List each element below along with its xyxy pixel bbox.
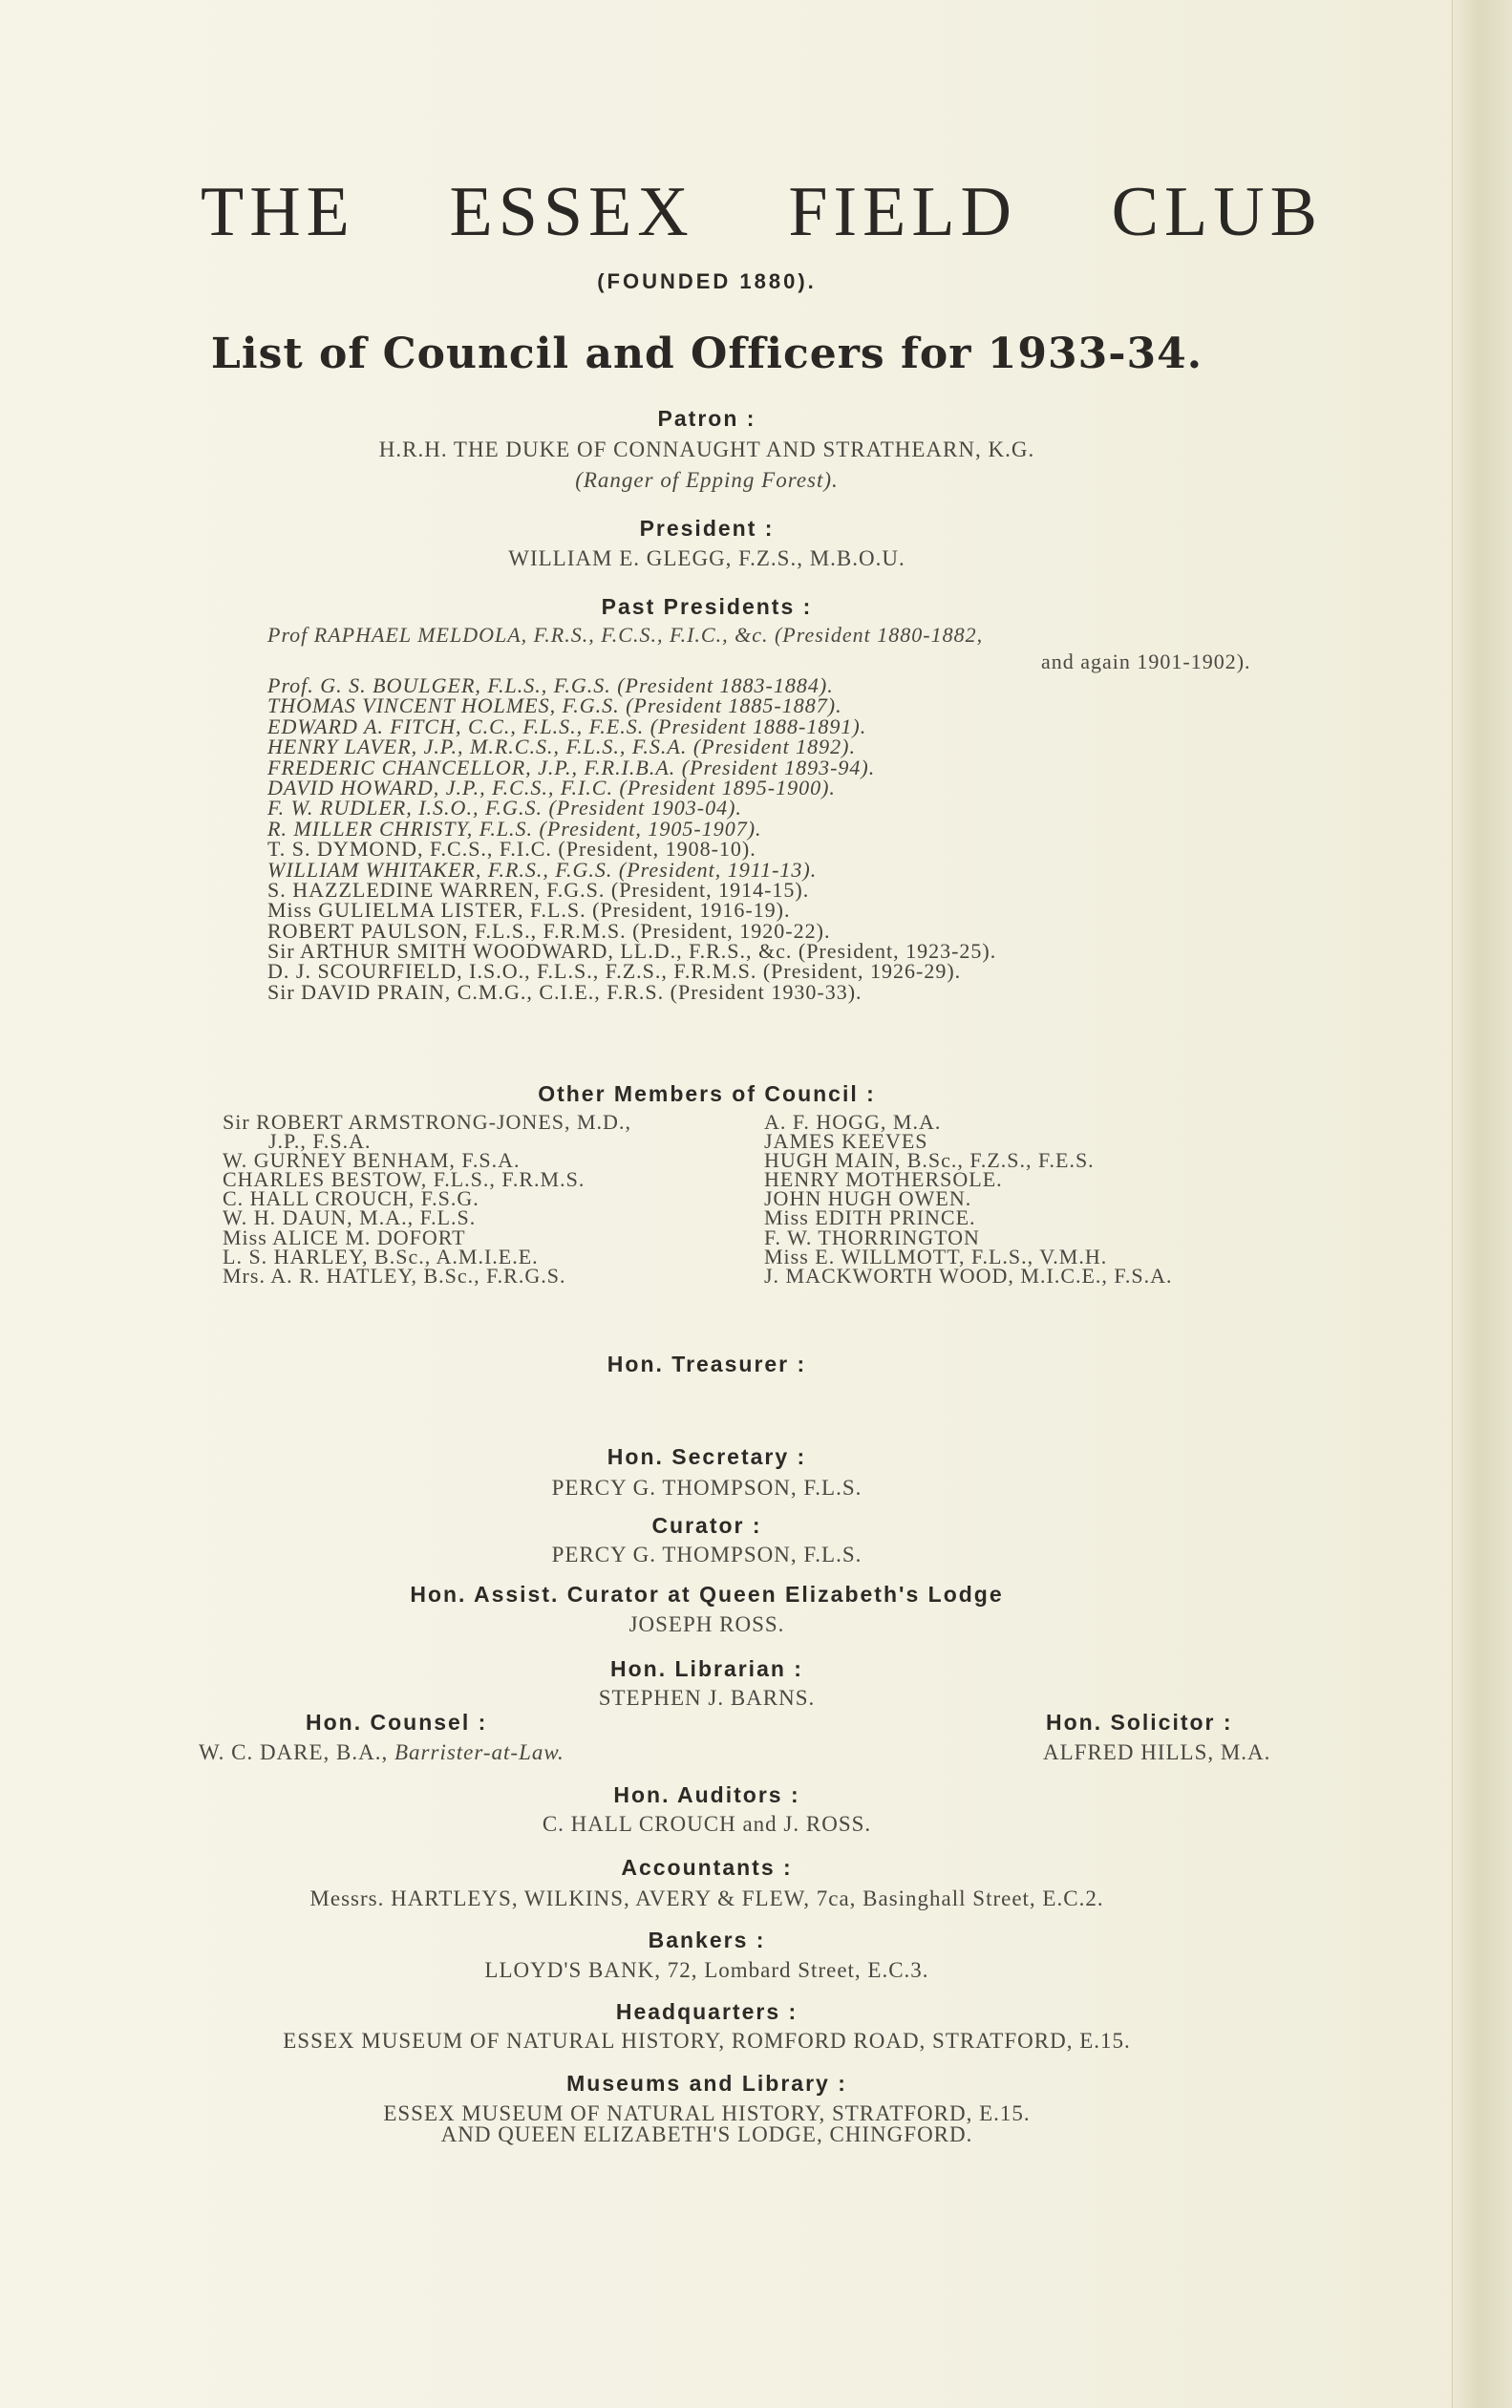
- list-item: Miss EDITH PRINCE.: [764, 1205, 976, 1230]
- auditors-name: C. HALL CROUCH and J. ROSS.: [542, 1812, 872, 1836]
- founded-line: (FOUNDED 1880).: [597, 269, 817, 293]
- curator-name: PERCY G. THOMPSON, F.L.S.: [551, 1543, 862, 1566]
- title-word: ESSEX: [449, 173, 694, 251]
- list-item: L. S. HARLEY, B.Sc., A.M.I.E.E.: [223, 1244, 539, 1268]
- list-item: Sir ROBERT ARMSTRONG-JONES, M.D.,: [223, 1110, 631, 1134]
- treasurer-heading: Hon. Treasurer :: [607, 1352, 807, 1376]
- list-item: Miss ALICE M. DOFORT: [223, 1225, 466, 1249]
- title-word: CLUB: [1111, 173, 1323, 251]
- list-subtitle: List of Council and Officers for 1933-34.: [210, 330, 1203, 378]
- museums-line-2: AND QUEEN ELIZABETH'S LODGE, CHINGFORD.: [440, 2122, 973, 2146]
- list-item: W. GURNEY BENHAM, F.S.A.: [223, 1148, 521, 1173]
- bankers-heading: Bankers :: [648, 1928, 766, 1952]
- list-item: FREDERIC CHANCELLOR, J.P., F.R.I.B.A. (President 1893-94).: [267, 755, 876, 779]
- council-left-column: [223, 1110, 631, 1288]
- headquarters-heading: Headquarters :: [615, 1999, 799, 2024]
- assist-curator-name: JOSEPH ROSS.: [628, 1612, 785, 1636]
- list-item: THOMAS VINCENT HOLMES, F.G.S. (President 1885-1887).: [267, 693, 842, 718]
- librarian-heading: Hon. Librarian :: [610, 1656, 803, 1681]
- list-item: F. W. RUDLER, I.S.O., F.G.S. (President 1903-04).: [267, 796, 742, 820]
- president-name: WILLIAM E. GLEGG, F.Z.S., M.B.O.U.: [508, 546, 905, 570]
- list-item: HUGH MAIN, B.Sc., F.Z.S., F.E.S.: [764, 1148, 1095, 1173]
- list-item: J. MACKWORTH WOOD, M.I.C.E., F.S.A.: [764, 1263, 1173, 1288]
- council-right-column: [764, 1110, 1173, 1288]
- list-item: F. W. THORRINGTON: [764, 1225, 980, 1249]
- list-item: A. F. HOGG, M.A.: [764, 1110, 942, 1134]
- accountants-name: Messrs. HARTLEYS, WILKINS, AVERY & FLEW, 7ca, Basinghall Street, E.C.2.: [309, 1886, 1104, 1910]
- secretary-heading: Hon. Secretary :: [607, 1444, 807, 1469]
- list-item: S. HAZZLEDINE WARREN, F.G.S. (President, 1914-15).: [267, 877, 810, 902]
- solicitor-name: ALFRED HILLS, M.A.: [1043, 1740, 1271, 1764]
- bankers-name: LLOYD'S BANK, 72, Lombard Street, E.C.3.: [484, 1958, 929, 1982]
- accountants-heading: Accountants :: [621, 1855, 793, 1880]
- list-item: Mrs. A. R. HATLEY, B.Sc., F.R.G.S.: [223, 1263, 566, 1288]
- list-item: Sir ARTHUR SMITH WOODWARD, LL.D., F.R.S., &c. (President, 1923-25).: [267, 939, 997, 964]
- title-word: THE: [201, 173, 355, 251]
- past-president-first: Prof RAPHAEL MELDOLA, F.R.S., F.C.S., F.I.C., &c. (President 1880-1882,: [267, 623, 984, 647]
- list-item: Miss E. WILLMOTT, F.L.S., V.M.H.: [764, 1244, 1108, 1268]
- assist-curator-heading: Hon. Assist. Curator at Queen Elizabeth's Lodge: [410, 1582, 1004, 1607]
- page-title: [201, 172, 1323, 253]
- list-item: J.P., F.S.A.: [268, 1129, 372, 1154]
- patron-heading: Patron :: [657, 406, 756, 431]
- president-heading: President :: [639, 516, 775, 541]
- title-word: FIELD: [788, 173, 1017, 251]
- past-presidents-list: [267, 673, 997, 1004]
- past-presidents-heading: Past Presidents :: [601, 594, 813, 619]
- list-item: HENRY LAVER, J.P., M.R.C.S., F.L.S., F.S.A. (President 1892).: [267, 735, 857, 759]
- list-item: W. H. DAUN, M.A., F.L.S.: [223, 1205, 477, 1230]
- counsel-name-italic: Barrister-at-Law.: [394, 1740, 564, 1764]
- list-item: DAVID HOWARD, J.P., F.C.S., F.I.C. (President 1895-1900).: [267, 775, 836, 799]
- list-item: T. S. DYMOND, F.C.S., F.I.C. (President, 1908-10).: [267, 837, 756, 862]
- librarian-name: STEPHEN J. BARNS.: [598, 1686, 816, 1710]
- list-item: JAMES KEEVES: [764, 1129, 928, 1154]
- council-heading: Other Members of Council :: [538, 1081, 876, 1106]
- list-item: D. J. SCOURFIELD, I.S.O., F.L.S., F.Z.S., F.R.M.S. (President, 1926-29).: [267, 959, 962, 984]
- curator-heading: Curator :: [651, 1513, 762, 1538]
- list-item: HENRY MOTHERSOLE.: [764, 1167, 1003, 1192]
- list-item: R. MILLER CHRISTY, F.L.S. (President, 1905-1907).: [267, 816, 762, 841]
- patron-name: H.R.H. THE DUKE OF CONNAUGHT AND STRATHEARN, K.G.: [378, 437, 1035, 461]
- list-item: CHARLES BESTOW, F.L.S., F.R.M.S.: [223, 1167, 586, 1192]
- past-president-first-cont: and again 1901-1902).: [1041, 650, 1251, 673]
- list-item: Miss GULIELMA LISTER, F.L.S. (President, 1916-19).: [267, 898, 791, 923]
- list-item: WILLIAM WHITAKER, F.R.S., F.G.S. (President, 1911-13).: [267, 857, 818, 882]
- list-item: C. HALL CROUCH, F.S.G.: [223, 1186, 479, 1211]
- list-item: Prof. G. S. BOULGER, F.L.S., F.G.S. (President 1883-1884).: [267, 673, 834, 697]
- counsel-name: [199, 1740, 564, 1765]
- solicitor-heading: Hon. Solicitor :: [1046, 1710, 1233, 1735]
- list-item: EDWARD A. FITCH, C.C., F.L.S., F.E.S. (President 1888-1891).: [267, 714, 867, 738]
- secretary-name: PERCY G. THOMPSON, F.L.S.: [551, 1476, 862, 1500]
- page-edge: [1452, 0, 1512, 2408]
- list-item: Sir DAVID PRAIN, C.M.G., C.I.E., F.R.S. (President 1930-33).: [267, 979, 862, 1004]
- counsel-name-plain: W. C. DARE, B.A.,: [199, 1740, 389, 1764]
- headquarters-name: ESSEX MUSEUM OF NATURAL HISTORY, ROMFORD ROAD, STRATFORD, E.15.: [283, 2029, 1131, 2053]
- list-item: ROBERT PAULSON, F.L.S., F.R.M.S. (President, 1920-22).: [267, 918, 831, 943]
- counsel-heading: Hon. Counsel :: [306, 1710, 488, 1735]
- patron-note: (Ranger of Epping Forest).: [575, 468, 839, 492]
- museums-heading: Museums and Library :: [566, 2071, 847, 2096]
- list-item: JOHN HUGH OWEN.: [764, 1186, 972, 1211]
- museums-line-1: ESSEX MUSEUM OF NATURAL HISTORY, STRATFORD, E.15.: [383, 2101, 1031, 2125]
- auditors-heading: Hon. Auditors :: [613, 1782, 800, 1807]
